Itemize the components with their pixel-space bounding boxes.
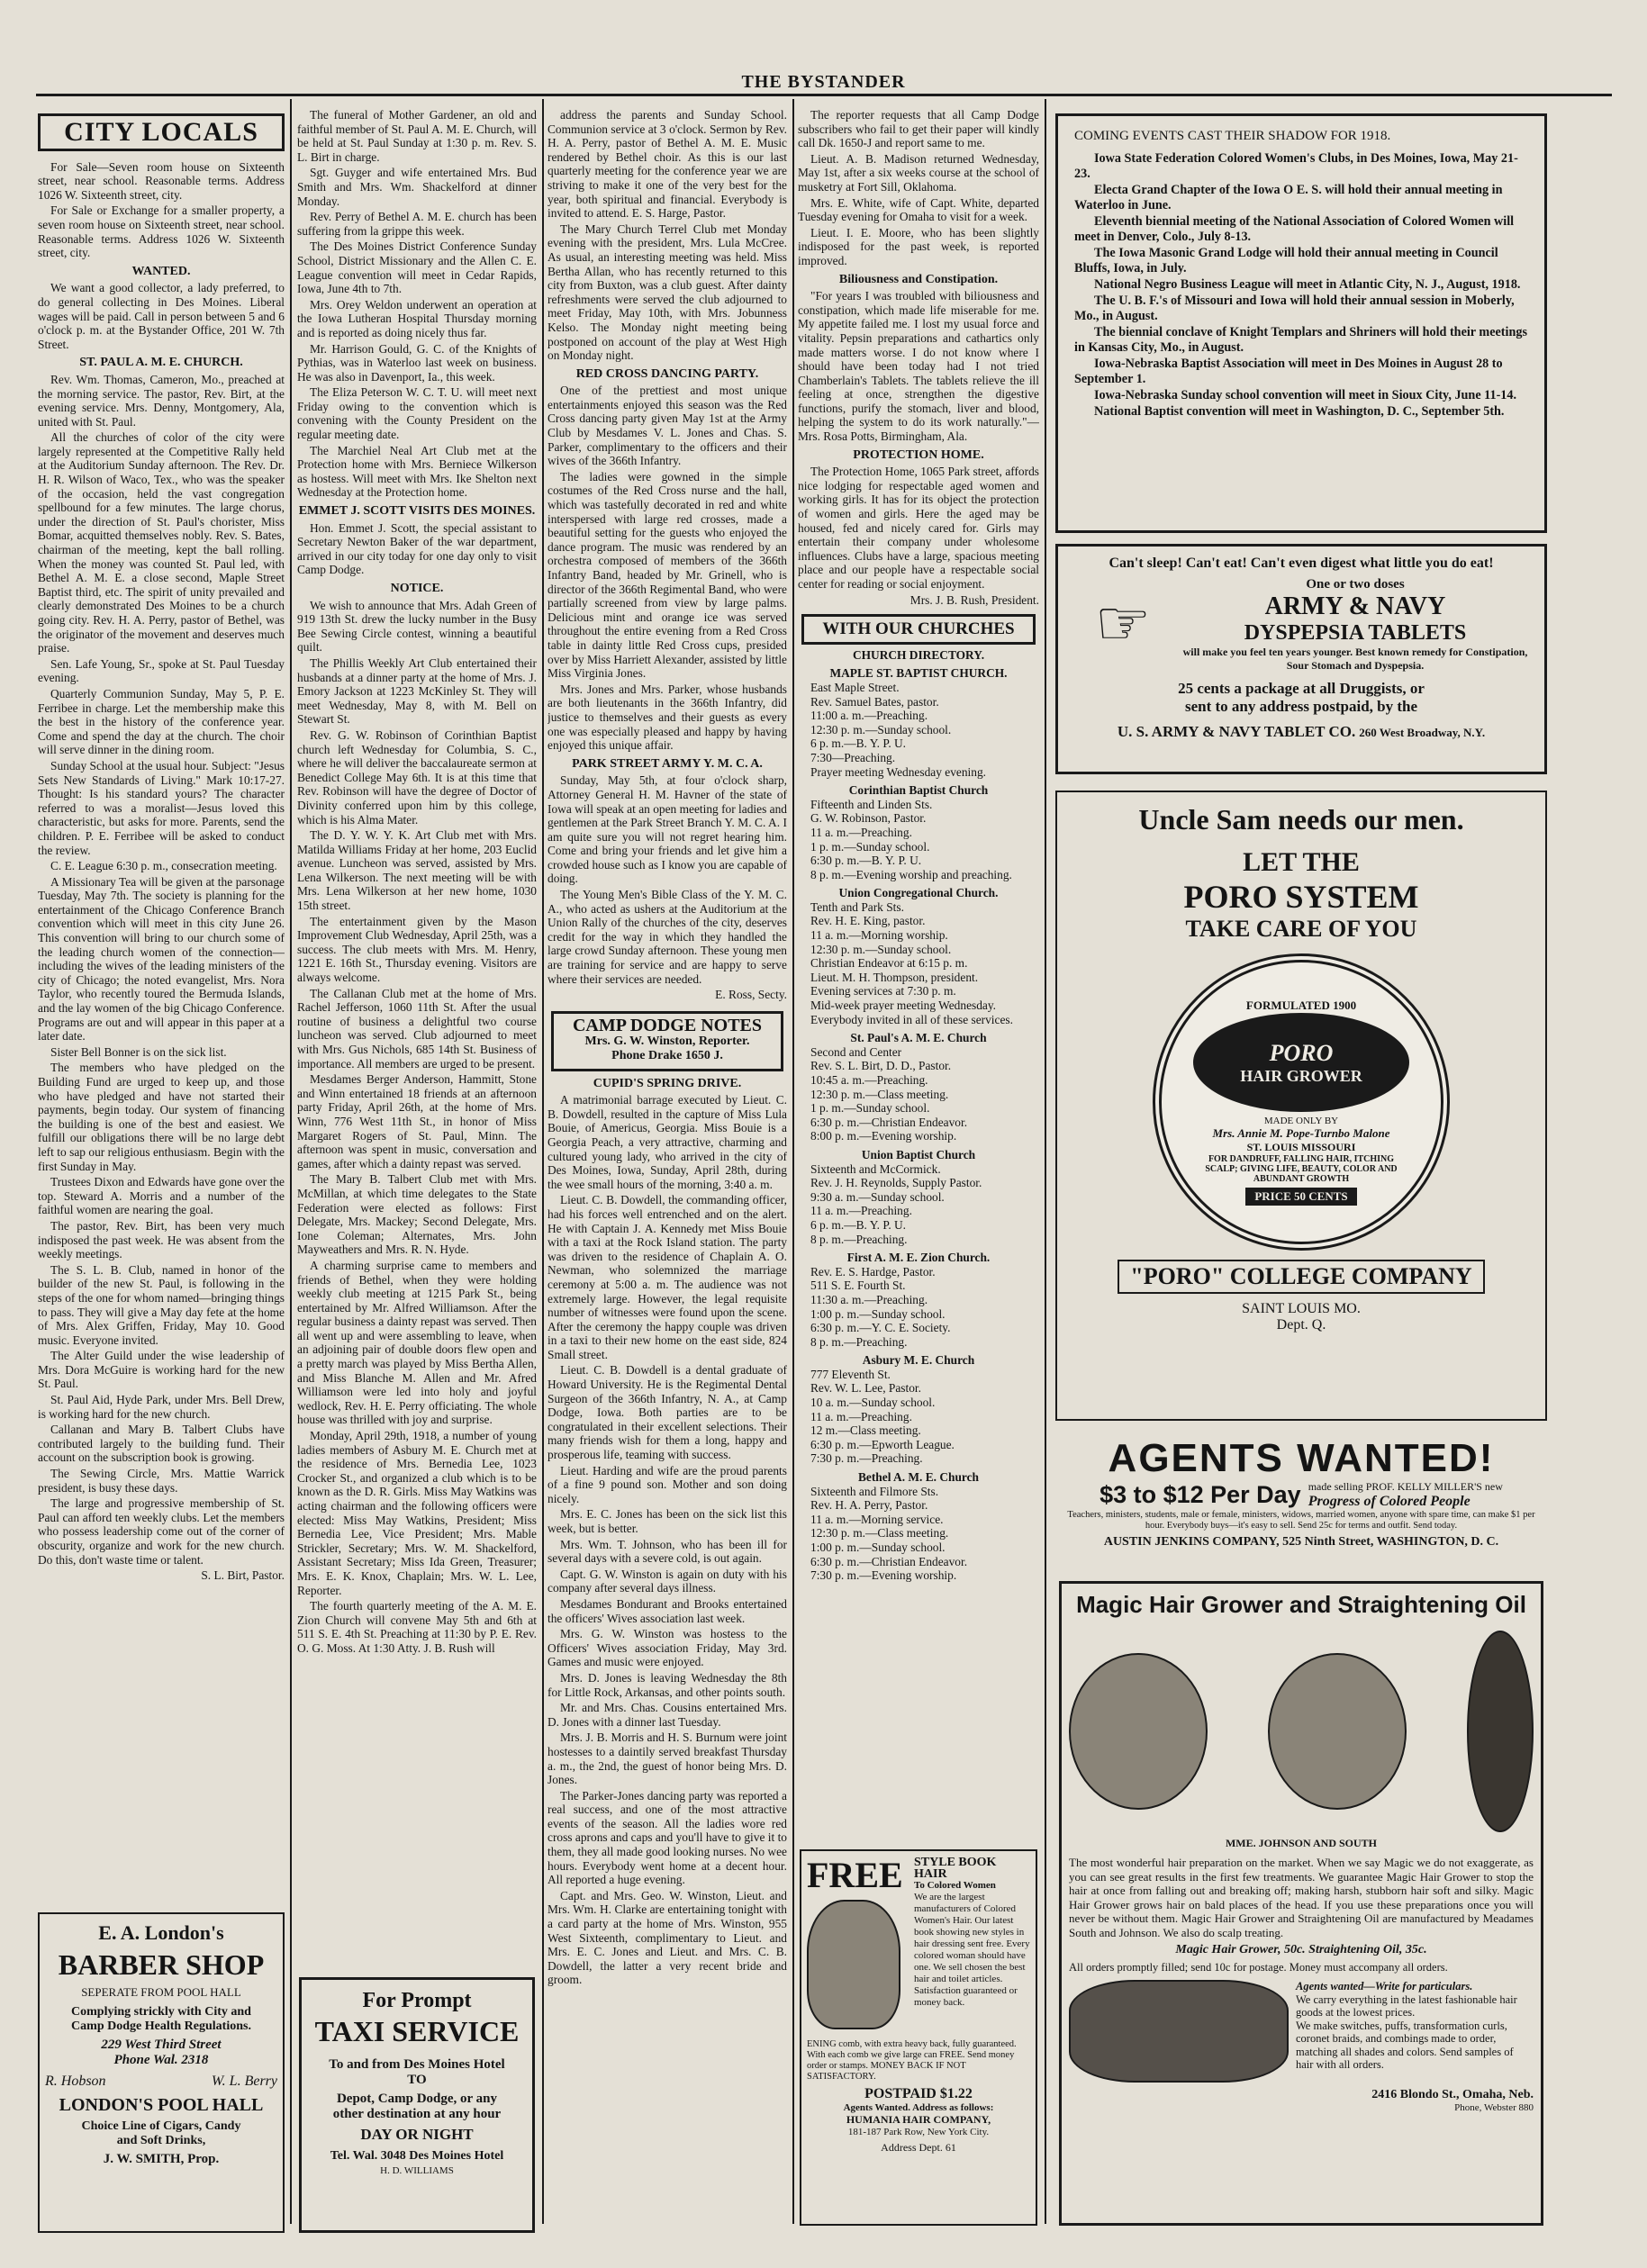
article-paragraph: All the churches of color of the city were largely represented at the Competitive Rally held at the Auditorium Sunday afternoon. The Rev. Dr. H. R. Wilson of Waco, Tex., who was the speaker of the occasion, held the vast congregation spellbound for a few minutes. The large chorus, under the direction of St. Paul's chorister, Miss Bomar, acquitted themselves nobly. Rev. S. Bates, chairman of the meeting, kept the ball rolling. When the money was counted St. Paul led, with Bethel A. M. E. a close second, Maple Street Baptist third, etc. The spirit of unity prevailed and clearly demonstrated Des Moines to be a church going city. Rev. H. A. Perry, pastor of Bethel, was the originator of the movement and deserves much praise.	[38, 430, 285, 655]
church-directory	[798, 666, 1039, 1582]
magic-caption: MME. JOHNSON AND SOUTH	[1225, 1837, 1377, 1849]
church-schedule-line: Sixteenth and McCormick.	[810, 1161, 941, 1176]
church-directory-title: CHURCH DIRECTORY.	[852, 647, 985, 662]
pool-choice: Choice Line of Cigars, Candy	[81, 2119, 241, 2133]
london-name: E. A. London's	[98, 1921, 224, 1944]
agents-body: Teachers, ministers, students, male or female, ministers, widows, married women, anyone with spare time, can make $1 per hour. Everybody buys—it's easy to sell. Send 25c for terms and outfit. Send today.	[1067, 1510, 1535, 1531]
barber-name-right: W. L. Berry	[211, 2074, 277, 2089]
agents-book: Progress of Colored People	[1308, 1494, 1471, 1509]
church-schedule-line: Sixteenth and Filmore Sts.	[810, 1484, 939, 1498]
barber-name-left: R. Hobson	[45, 2074, 106, 2089]
article-paragraph: We want a good collector, a lady preferred, to do general collecting in Des Moines. Liberal wages will be paid. Call in person between 5 and 6 o'clock p. m. at the Bystander Office, 201 W. 7th Street.	[38, 281, 285, 351]
army-l3: ARMY & NAVY	[1264, 592, 1446, 620]
church-name: First A. M. E. Zion Church.	[846, 1251, 991, 1265]
article-paragraph: The Sewing Circle, Mrs. Mattie Warrick president, is busy these days.	[38, 1467, 285, 1495]
poro-system-ad	[1055, 791, 1547, 1421]
poro-company: "PORO" COLLEGE COMPANY	[1118, 1260, 1484, 1294]
poro-f2: PORO	[1269, 1039, 1334, 1066]
article-paragraph: Lieut. I. E. Moore, who has been slightly indisposed for the past week, is reported improved.	[798, 225, 1039, 267]
taxi-title: TAXI SERVICE	[314, 2015, 520, 2047]
agents-pay: $3 to $12 Per Day	[1100, 1481, 1301, 1508]
poro-l3: PORO SYSTEM	[1183, 879, 1419, 915]
article-paragraph: A Missionary Tea will be given at the parsonage Tuesday, May 7th. The society is planning for the entertainment of the Chicago Conference Branch convention which will meet in this city June 26. This convention will bring to our church some of the leading church women of the connection—including the wives of the leading ministers of the city of Chicago; the noted evangelist, Mrs. Nora Taylor, who recently toured the Bermuda Islands, and the lay women of the big Chicago Conference. Programs are out and will appear in this paper at a later date.	[38, 874, 285, 1044]
hair-goods-image	[1069, 1980, 1289, 2083]
column-divider	[290, 99, 292, 2224]
poro-label-seal	[1153, 953, 1450, 1251]
church-schedule-line: 8 p. m.—Evening worship and preaching.	[810, 867, 1012, 881]
article-paragraph: The S. L. B. Club, named in honor of the builder of the new St. Paul, is following in the steps of the one for whom named—bringing things to pass. They will give a May day fete at the home of Mrs. Alex Griffen, Friday, May 10. Good music. Everyone invited.	[38, 1262, 285, 1347]
event-item: Iowa State Federation Colored Women's Clubs, in Des Moines, Iowa, May 21-23.	[1074, 151, 1518, 181]
church-schedule-line: Prayer meeting Wednesday evening.	[810, 764, 987, 779]
article-heading: RED CROSS DANCING PARTY.	[575, 366, 759, 381]
article-paragraph: One of the prettiest and most unique entertainments enjoyed this season was the Red Cross dancing party given May 1st at the Army Club by Mesdames V. L. Jones and Chas. S. Parker, complimentary to the officers and their wives of the 366th Infantry.	[547, 384, 787, 468]
magic-agents: Agents wanted—Write for particulars.	[1296, 1980, 1473, 1992]
article-paragraph: We wish to announce that Mrs. Adah Green of 919 13th St. drew the lucky number in the Busy Bee Sewing Circle contest, winning a beautiful quilt.	[297, 598, 537, 655]
poro-seal-center	[1193, 1013, 1409, 1112]
pool-prop: J. W. SMITH, Prop.	[103, 2152, 220, 2166]
article-paragraph: Sen. Lafe Young, Sr., spoke at St. Paul Tuesday evening.	[38, 656, 285, 685]
article-paragraph: Sgt. Guyger and wife entertained Mrs. Bud Smith and Mrs. Wm. Shackelford at dinner Monday.	[297, 166, 537, 208]
church-schedule-line: 12 m.—Class meeting.	[810, 1423, 921, 1438]
taxi-l6: other destination at any hour	[332, 2107, 502, 2121]
mme-johnson-portrait	[1069, 1653, 1208, 1810]
church-schedule-line: 8 p. m.—Preaching.	[810, 1232, 908, 1246]
article-paragraph: The reporter requests that all Camp Dodge subscribers who fail to get their paper will kindly call Dk. 1650-J and report same to me.	[798, 108, 1039, 150]
poro-city: SAINT LOUIS MO.	[1242, 1301, 1361, 1316]
pool-hall-title: LONDON'S POOL HALL	[59, 2095, 264, 2115]
church-schedule-line: Evening services at 7:30 p. m.	[810, 984, 956, 998]
poro-f7: FOR DANDRUFF, FALLING HAIR, ITCHING SCALP; GIVING LIFE, BEAUTY, COLOR AND ABUNDANT GROWTH	[1205, 1154, 1398, 1184]
article-paragraph: A matrimonial barrage executed by Lieut. C. B. Dowdell, resulted in the capture of Miss Lula Bouie, of Americus, Georgia. Miss Bouie is a Georgia Peach, a very attractive, charming and cultured young lady, who arrived in the city of Des Moines, Iowa, Sunday, April 28th, during the wee small hours of the morning, 3:40 a. m.	[547, 1093, 787, 1191]
free-ad-company: HUMANIA HAIR COMPANY,	[846, 2113, 991, 2126]
church-schedule-line: 777 Eleventh St.	[810, 1367, 891, 1381]
taxi-l1: For Prompt	[362, 1989, 472, 2012]
church-schedule-line: Second and Center	[810, 1044, 902, 1059]
article-paragraph: The funeral of Mother Gardener, an old and faithful member of St. Paul A. M. E. Church, will be held at St. Paul Sunday at 1:30 p. m. Rev. S. L. Birt in charge.	[297, 108, 537, 164]
church-schedule-line: 11 a. m.—Preaching.	[810, 1204, 912, 1218]
army-l8: U. S. ARMY & NAVY TABLET CO.	[1117, 723, 1356, 740]
church-schedule-line: 6:30 p. m.—Y. C. E. Society.	[810, 1321, 951, 1335]
poro-f4: MADE ONLY BY	[1263, 1116, 1339, 1126]
church-schedule-line: 6 p. m.—B. Y. P. U.	[810, 1217, 907, 1232]
church-schedule-line: 11:30 a. m.—Preaching.	[810, 1292, 928, 1306]
event-item: The U. B. F.'s of Missouri and Iowa will hold their annual session in Moberly, Mo., in August.	[1074, 294, 1515, 323]
article-paragraph: A charming surprise came to members and friends of Bethel, when they were holding weekly club meeting at 1215 Park St., being entertained by Mr. Alfred Williamson. After the regular business a dainty repast was served. Then all went up and were assembling to leave, when an adjoining pair of double doors flew open and a pretty march was played by Miss Bertha Allen, and Miss Blanche M. Allen and Mr. Afred Williamson were led into holy and joyful wedlock, Rev. H. E. Perry officiating. The whole house was thrilled with joy and surprise.	[297, 1258, 537, 1427]
army-l9: 260 West Broadway, N.Y.	[1359, 726, 1486, 739]
church-schedule-line: 10 a. m.—Sunday school.	[810, 1396, 936, 1410]
church-schedule-line: Tenth and Park Sts.	[810, 899, 904, 914]
church-name: Corinthian Baptist Church	[848, 783, 989, 798]
article-paragraph: Mesdames Bondurant and Brooks entertained the officers' Wives association last week.	[547, 1596, 787, 1625]
church-schedule-line: Christian Endeavor at 6:15 p. m.	[810, 956, 968, 971]
magic-hair-grower-ad	[1059, 1581, 1543, 2226]
church-schedule-line: 10:45 a. m.—Preaching.	[810, 1073, 928, 1087]
article-heading: PROTECTION HOME.	[853, 447, 984, 462]
free-ad-postpaid: POSTPAID $1.22	[864, 2086, 973, 2101]
church-schedule-line: Fifteenth and Linden Sts.	[810, 797, 933, 811]
article-paragraph: The Callanan Club met at the home of Mrs. Rachel Jefferson, 1060 11th St. After the usual routine of business a delightful two course luncheon was served. Club adjourned to meet with Mrs. Gus Nichols, 685 14th St. Business of importance. All members are urged to be present.	[297, 986, 537, 1071]
army-l6: 25 cents a package at all Druggists, or	[1178, 680, 1425, 697]
style-book: STYLE BOOK	[914, 1856, 997, 1869]
article-paragraph: The entertainment given by the Mason Improvement Club Wednesday, April 25th, was a success. The club meets with Mrs. M. Henry, 1221 E. 16th St., Thursday evening. Visitors are always welcome.	[297, 914, 537, 985]
church-schedule-line: 12:30 p. m.—Sunday school.	[810, 722, 952, 736]
article-paragraph: For Sale or Exchange for a smaller property, a seven room house on Sixteenth street, near school. Reasonable terms. Address 1026 W. Sixteenth street, city.	[38, 203, 285, 260]
army-l1: Can't sleep! Can't eat! Can't even digest what little you do eat!	[1109, 556, 1494, 571]
coming-events-title: COMING EVENTS CAST THEIR SHADOW FOR 1918.	[1074, 129, 1391, 143]
article-paragraph: The Alter Guild under the wise leadership of Mrs. Dora McGuire is working hard for the new St. Paul.	[38, 1349, 285, 1391]
church-schedule-line: Rev. H. A. Perry, Pastor.	[810, 1498, 928, 1513]
event-item: National Baptist convention will meet in Washington, D. C., September 5th.	[1094, 404, 1505, 419]
article-paragraph: The Young Men's Bible Class of the Y. M. C. A., who acted as ushers at the Auditorium at the Union Rally of the churches of the city, deserves credit for the way in which they handled the large crowd Sunday afternoon. These young men are training for service and are happy to serve where their services are needed.	[547, 888, 787, 986]
article-paragraph: The large and progressive membership of St. Paul can afford ten weekly clubs. Let the members who possess leadership come out of the corner of obscurity, organize and work for the new church. Do this, don't waste time or talent.	[38, 1496, 285, 1567]
city-locals-title: CITY LOCALS	[38, 113, 285, 151]
column-3-body-top	[547, 108, 787, 1002]
article-paragraph: The Mary B. Talbert Club met with Mrs. McMillan, at which time delegates to the State Federation were elected as follows: First Delegate, Mrs. Mackey; Second Delegate, Mrs. Ione Coleman; Alternates, Mrs. John Mayweathers and Mrs. R. N. Hyde.	[297, 1172, 537, 1257]
article-paragraph: The pastor, Rev. Birt, has been very much indisposed the past week. He was absent from the weekly meetings.	[38, 1218, 285, 1261]
barber-sub: SEPERATE FROM POOL HALL	[81, 1985, 241, 1999]
church-name: MAPLE ST. BAPTIST CHURCH.	[829, 666, 1008, 681]
free-ad-body: We are the largest manufacturers of Colored Women's Hair. Our latest book showing new styles in hair dressing sent free. Every colored woman should have one. We sell chosen the best hair and toilet articles. Satisfaction guaranteed or money back.	[914, 1892, 1030, 2008]
column-divider	[542, 99, 544, 2224]
church-schedule-line: 6:30 p. m.—Christian Endeavor.	[810, 1554, 968, 1568]
army-l4: DYSPEPSIA TABLETS	[1244, 621, 1467, 645]
free-title: FREE	[807, 1855, 903, 1895]
article-paragraph: The Parker-Jones dancing party was reported a real success, and one of the most attractive events of the season. All the ladies wore red cross aprons and caps and you'll have to give it to them, they all made good looking nurses. No wee hours. Everybody went home at a decent hour. All reported a huge evening.	[547, 1788, 787, 1887]
agents-company: AUSTIN JENKINS COMPANY, 525 Ninth Street, WASHINGTON, D. C.	[1103, 1535, 1499, 1549]
article-paragraph: Capt. G. W. Winston is again on duty with his company after several days illness.	[547, 1567, 787, 1595]
church-schedule-line: East Maple Street.	[810, 680, 900, 694]
article-paragraph: Quarterly Communion Sunday, May 5, P. E. Ferribee in charge. Let the membership make this the best in the history of the conference year. Come and spend the day at the church. The choir will serve dinner in the dining room.	[38, 686, 285, 757]
poro-l2: LET THE	[1243, 847, 1360, 877]
taxi-l3: To and from Des Moines Hotel	[329, 2057, 505, 2072]
article-paragraph: Lieut. C. B. Dowdell is a dental graduate of Howard University. He is the Regimental Dental Surgeon of the 366th Infantry, N. A., at Camp Dodge, Iowa. Both parties are to be congratulated in their excellent selections. Their many friends wish for them a long, happy and prosperous life, teaming with success.	[547, 1363, 787, 1462]
article-heading: EMMET J. SCOTT VISITS DES MOINES.	[298, 504, 536, 519]
article-paragraph: For Sale—Seven room house on Sixteenth street, near school. Reasonable terms. Address 1026 W. Sixteenth street, city.	[38, 159, 285, 202]
to-colored-women: To Colored Women	[914, 1880, 996, 1891]
taxi-service-ad	[299, 1977, 535, 2233]
church-name: Bethel A. M. E. Church	[857, 1470, 980, 1485]
church-schedule-line: 8 p. m.—Preaching.	[810, 1334, 908, 1349]
with-our-churches-box: WITH OUR CHURCHES	[801, 614, 1036, 645]
article-paragraph: Mrs. Jones and Mrs. Parker, whose husbands are both lieutenants in the 366th Infantry, did justice to themselves and their guests as every one was especially pleased and happy by having enjoyed this unique affair.	[547, 682, 787, 753]
masthead: THE BYSTANDER	[741, 72, 906, 92]
article-paragraph: Rev. G. W. Robinson of Corinthian Baptist church left Wednesday for Columbia, S. C., where he will deliver the baccalaureate sermon at Benedict College May 6th. It is at this time that Rev. Robinson will have the degree of Doctor of Divinity conferred upon him by this college, which is his Alma Mater.	[297, 727, 537, 827]
taxi-l5: Depot, Camp Dodge, or any	[336, 2092, 498, 2106]
coming-events-box	[1055, 113, 1547, 533]
church-schedule-line: 12:30 p. m.—Sunday school.	[810, 942, 952, 956]
church-schedule-line: 12:30 p. m.—Class meeting.	[810, 1087, 949, 1101]
agents-wanted-ad	[1055, 1433, 1547, 1574]
poro-f8: PRICE 50 CENTS	[1245, 1188, 1356, 1206]
church-schedule-line: Rev. J. H. Reynolds, Supply Pastor.	[810, 1176, 982, 1190]
magic-orders: All orders promptly filled; send 10c for postage. Money must accompany all orders.	[1069, 1961, 1448, 1974]
article-paragraph: Mrs. E. C. Jones has been on the sick list this week, but is better.	[547, 1507, 787, 1535]
church-schedule-line: Rev. Samuel Bates, pastor.	[810, 694, 939, 709]
barber-phone: Phone Wal. 2318	[113, 2053, 209, 2067]
taxi-l7: DAY OR NIGHT	[360, 2126, 474, 2143]
church-schedule-line: Rev. H. E. King, pastor.	[810, 914, 926, 928]
article-signature: S. L. Birt, Pastor.	[201, 1568, 285, 1583]
article-heading: WANTED.	[131, 264, 191, 278]
article-paragraph: The Mary Church Terrel Club met Monday evening with the president, Mrs. Lula McCree. As usual, an interesting meeting was held. Miss Bertha Allan, who has recently returned to this city from Buxton, was a club guest. After dainty refreshments were served the club adjourned to meet Friday, May 10th, with Mrs. Jobunness Kelso. The Monday night meeting being postponed on account of the play at West High on Monday night.	[547, 221, 787, 363]
church-schedule-line: 511 S. E. Fourth St.	[810, 1279, 906, 1293]
church-schedule-line: 1 p. m.—Sunday school.	[810, 839, 930, 854]
article-paragraph: Rev. Perry of Bethel A. M. E. church has been suffering from la grippe this week.	[297, 210, 537, 238]
magic-body: The most wonderful hair preparation on the market. When we say Magic we do not exaggerate, as you can see great results in the first few treatments. We guarantee Magic Hair Grower to stop the hair at once from falling out and breaking off; making harsh, stubborn hair soft and silky. Magic Hair Grower grows hair on bald places of the head. If you use these preparations once you will never be without them. Magic Hair Grower and Straightening Oil are manufactured by Meadames South and Johnson. We also do scalp treating.	[1069, 1856, 1534, 1939]
church-schedule-line: 1:00 p. m.—Sunday school.	[810, 1541, 946, 1554]
article-paragraph: Lieut. Harding and wife are the proud parents of a fine 9 pound son. Mother and son doing nicely.	[547, 1463, 787, 1505]
taxi-l4: TO	[407, 2073, 427, 2087]
camp-dodge-phone: Phone Drake 1650 J.	[611, 1049, 723, 1062]
barber-shop-title: BARBER SHOP	[58, 1948, 265, 1981]
agents-title: AGENTS WANTED!	[1108, 1436, 1495, 1480]
free-style-book-ad	[800, 1849, 1037, 2226]
church-schedule-line: 9:30 a. m.—Sunday school.	[810, 1189, 945, 1204]
church-schedule-line: 7:30 p. m.—Preaching.	[810, 1451, 923, 1466]
article-paragraph: Lieut. A. B. Madison returned Wednesday, May 1st, after a six weeks course at the school of musketry at Fort Sill, Oklahoma.	[798, 151, 1039, 194]
church-schedule-line: G. W. Robinson, Pastor.	[810, 811, 927, 826]
poro-f6: ST. LOUIS MISSOURI	[1246, 1141, 1356, 1153]
church-schedule-line: 6:30 p. m.—B. Y. P. U.	[810, 854, 922, 868]
poro-f3: HAIR GROWER	[1240, 1066, 1362, 1085]
article-paragraph: Monday, April 29th, 1918, a number of young ladies members of Asbury M. E. Church met at the residence of Mrs. Bernedia Lee, 1023 Crocker St., and organized a club which is to be known as the D. R. Girls. Miss May Watkins was acting chairman and the following officers were elected: Miss May Watkins, President; Miss Bernedia Lee, Vice President; Mrs. Mable Strickler, Secretary; Mrs. W. M. Shackelford, Assistant Secretary; Miss Ida Green, Treasurer; Mrs. E. K. Knox, Chaplain; Mrs. W. L. Lee, Reporter.	[297, 1429, 537, 1597]
article-paragraph: The fourth quarterly meeting of the A. M. E. Zion Church will convene May 5th and 6th at 511 S. E. 4th St. Preaching at 11:30 by P. E. Rev. O. G. Moss. At 1:30 Atty. J. B. Rush will	[297, 1599, 537, 1655]
camp-dodge-reporter: Mrs. G. W. Winston, Reporter.	[584, 1035, 750, 1049]
column-4-body	[798, 108, 1039, 607]
article-heading: NOTICE.	[390, 582, 444, 595]
pointing-hand-icon: ☞	[1094, 590, 1152, 659]
army-l7: sent to any address postpaid, by the	[1184, 698, 1418, 715]
column-3-body-bottom	[547, 1077, 787, 1987]
free-ad-dept: Address Dept. 61	[881, 2141, 956, 2154]
event-item: Eleventh biennial meeting of the National Association of Colored Women will meet in Denver, Colo., July 8-13.	[1074, 214, 1515, 244]
article-paragraph: The Phillis Weekly Art Club entertained their husbands at a dinner party at the home of Mrs. J. Emory Jackson at 1223 McKinley St. They will meet Wednesday, May 8, with M. Bell on Stewart St.	[297, 655, 537, 727]
article-paragraph: Mr. Harrison Gould, G. C. of the Knights of Pythias, was in Waterloo last week on business. He was also in Davenport, Ia., this week.	[297, 341, 537, 384]
event-item: The Iowa Masonic Grand Lodge will hold their annual meeting in Council Bluffs, Iowa, in July.	[1074, 246, 1498, 276]
magic-title: Magic Hair Grower and Straightening Oil	[1076, 1591, 1526, 1618]
army-navy-tablets-ad	[1055, 544, 1547, 774]
article-paragraph: Callanan and Mary B. Talbert Clubs have contributed largely to the building fund. Their account on the subscription book is growing.	[38, 1423, 285, 1465]
free-ad-address: 181-187 Park Row, New York City.	[847, 2127, 990, 2137]
church-schedule-line: 12:30 p. m.—Class meeting.	[810, 1526, 949, 1541]
camp-dodge-title: CAMP DODGE NOTES	[572, 1015, 763, 1035]
church-schedule-line: 7:30—Preaching.	[810, 750, 896, 764]
taxi-l8: Tel. Wal. 3048 Des Moines Hotel	[330, 2149, 504, 2163]
city-locals-body	[38, 160, 285, 1583]
church-name: Union Baptist Church	[861, 1147, 976, 1161]
mme-south-portrait	[1268, 1653, 1407, 1810]
church-schedule-line: 1 p. m.—Sunday school.	[810, 1101, 930, 1116]
church-schedule-line: 6:30 p. m.—Christian Endeavor.	[810, 1115, 968, 1129]
article-heading: CUPID'S SPRING DRIVE.	[593, 1076, 742, 1090]
article-paragraph: The Eliza Peterson W. C. T. U. will meet next Friday owing to the convention which is convening with the County President on the regular meeting date.	[297, 385, 537, 442]
church-name: Asbury M. E. Church	[862, 1353, 975, 1368]
column-divider	[792, 99, 794, 2224]
article-paragraph: Mrs. G. W. Winston was hostess to the Officers' Wives association Friday, May 3rd. Games and music were enjoyed.	[547, 1627, 787, 1669]
barber-line1: Complying strickly with City and	[71, 2005, 251, 2019]
magic-address: 2416 Blondo St., Omaha, Neb.	[1371, 2088, 1534, 2101]
article-paragraph: C. E. League 6:30 p. m., consecration meeting.	[50, 859, 277, 873]
taxi-l9: H. D. WILLIAMS	[380, 2165, 454, 2176]
article-paragraph: Hon. Emmet J. Scott, the special assistant to Secretary Newton Baker of the war department, arrived in our city today for one day only to visit Camp Dodge.	[297, 520, 537, 577]
article-paragraph: Sunday School at the usual hour. Subject: "Jesus Sets New Standards of Living." Mark 10:17-27. Thought: Is his standard yours? The character referred to was a moralist—Jesus loved this characteristic, but asks for more. Parents, send the children. P. E. Ferribee will be asked to conduct the review.	[38, 758, 285, 857]
article-signature: E. Ross, Secty.	[715, 988, 787, 1002]
article-paragraph: Lieut. C. B. Dowdell, the commanding officer, had his forces well entrenched and on the alert. He with Captain J. A. Kennedy met Miss Bouie with a taxi at the Rock Island station. The party was driven to the residence of Chaplain A. O. Newman, who solemnized the marriage ceremony at 5:00 a. m. The audience was not extremely large. However, the legal requisite number of witnesses were found upon the scene. After the ceremony the happy couple was driven in a taxi to their new home on the east side, 824 Small street.	[547, 1193, 787, 1361]
article-paragraph: The Marchiel Neal Art Club met at the Protection home with Mrs. Berniece Wilkerson as hostess. Will meet with Mrs. Ike Shelton next Wednesday at the Protection home.	[297, 443, 537, 500]
magic-carry: We carry everything in the latest fashionable hair goods at the lowest prices.	[1296, 1992, 1517, 2019]
army-l5: will make you feel ten years younger. Best known remedy for Constipation, Sour Stomach and Dyspepsia.	[1182, 646, 1528, 672]
column-1	[38, 108, 285, 1909]
article-heading: PARK STREET ARMY Y. M. C. A.	[572, 756, 763, 771]
church-schedule-line: 11 a. m.—Preaching.	[810, 825, 912, 839]
pool-drinks: and Soft Drinks,	[116, 2134, 206, 2147]
church-schedule-line: 11 a. m.—Preaching.	[810, 1409, 912, 1423]
article-paragraph: Sunday, May 5th, at four o'clock sharp, Attorney General H. M. Havner of the state of Iowa will speak at an open meeting for ladies and gentlemen at the Park Street Branch Y. M. C. A. I am quite sure you will not regret hearing him. Come and bring your friends and let give him a crowded house such as I know you are capable of doing.	[547, 773, 787, 886]
column-2-body	[297, 108, 537, 1656]
article-paragraph: Mr. and Mrs. Chas. Cousins entertained Mrs. D. Jones with a dinner last Tuesday.	[547, 1701, 787, 1729]
church-schedule-line: 6 p. m.—B. Y. P. U.	[810, 736, 907, 751]
church-schedule-line: 1:00 p. m.—Sunday school.	[810, 1306, 946, 1321]
article-paragraph: The D. Y. W. Y. K. Art Club met with Mrs. Matilda Williams Friday at her home, 203 Euclid avenue. Luncheon was served, assisted by Mrs. Lena Wilkerson. The next meeting will be with Mrs. Lena Wilkerson at her new home, 1030 15th street.	[297, 828, 537, 913]
church-schedule-line: Lieut. M. H. Thompson, president.	[810, 970, 979, 984]
article-paragraph: Rev. Wm. Thomas, Cameron, Mo., preached at the morning service. The pastor, Rev. Birt, at the evening service. Mrs. Denny, Montgomery, Ala, united with St. Paul.	[38, 372, 285, 429]
column-2	[297, 108, 537, 1958]
magic-price: Magic Hair Grower, 50c. Straightening Oil, 35c.	[1175, 1943, 1427, 1956]
article-heading: Biliousness and Constipation.	[838, 272, 999, 286]
barber-address: 229 West Third Street	[101, 2038, 222, 2052]
article-paragraph: "For years I was troubled with biliousness and constipation, which made life miserable for me. My appetite failed me. I lost my usual force and vitality. Pepsin preparations and cathartics only made matters worse. I do not know where I should have been today had I not tried Chamberlain's Tablets. The tablets relieve the ill feeling at once, strengthen the digestive functions, purify the stomach, liver and blood, helping the system to do its work naturally."—Mrs. Rosa Potts, Birmingham, Ala.	[798, 289, 1039, 444]
column-4	[798, 108, 1039, 1846]
article-paragraph: St. Paul Aid, Hyde Park, under Mrs. Bell Drew, is working hard for the new church.	[38, 1393, 285, 1421]
article-paragraph: Mesdames Berger Anderson, Hammitt, Stone and Winn entertained 18 friends at an afternoon party Friday, April 26th, at the home of Mrs. Winn, 776 West 11th St., in honor of Miss Margaret Rogers of St. Paul, Minn. The afternoon was spent in music, conversation and games, after which a dainty repast was served.	[297, 1072, 537, 1170]
magic-phone: Phone, Webster 880	[1454, 2102, 1534, 2113]
church-schedule-line: 11 a. m.—Morning service.	[810, 1512, 944, 1526]
article-paragraph: Capt. and Mrs. Geo. W. Winston, Lieut. and Mrs. Wm. H. Clarke are entertaining tonight with a card party at the home of Mrs. Winston, 955 West Sixteenth, complimentary to Lieut. and Mrs. E. C. Jones and Lieut. and Mrs. C. B. Dowdell, the latter a very recent bride and groom.	[547, 1888, 787, 1987]
free-ad-agents: Agents Wanted. Address as follows:	[843, 2102, 994, 2113]
article-heading: ST. PAUL A. M. E. CHURCH.	[79, 356, 243, 370]
poro-f1: FORMULATED 1900	[1245, 998, 1357, 1012]
church-schedule-line: 7:30 p. m.—Evening worship.	[810, 1568, 957, 1583]
hair-sample-image	[807, 1900, 900, 2029]
article-paragraph: Mrs. E. White, wife of Capt. White, departed Tuesday evening for Omaha to visit for a week.	[798, 195, 1039, 224]
poro-f5: Mrs. Annie M. Pope-Turnbo Malone	[1212, 1126, 1390, 1140]
coming-events-list	[1074, 151, 1528, 420]
event-item: National Negro Business League will meet in Atlantic City, N. J., August, 1918.	[1094, 277, 1521, 292]
column-divider	[1045, 99, 1046, 2224]
article-paragraph: The ladies were gowned in the simple costumes of the Red Cross nurse and the hall, which was tastefully decorated in red and white interspersed with large red crosses, made a beautiful setting for the guests who enjoyed the dance program. The music was rendered by an orchestra composed of members of the 366th Infantry Band, headed by Mr. Grinell, who is director of the 366th Regimental Band, who were partially screened from view by large palms. Delicious mint and orange ice was served throughout the entire evening from a Red Cross table in dainty little Red Cross cups, presided over by Miss Harriett Alexander, assisted by little Miss Virginia Jones.	[547, 469, 787, 681]
church-name: Union Congregational Church.	[838, 886, 999, 900]
article-paragraph: Mrs. Orey Weldon underwent an operation at the Iowa Lutheran Hospital Thursday morning and is reported as doing nicely thus far.	[297, 297, 537, 339]
article-paragraph: Trustees Dixon and Edwards have gone over the top. Steward A. Morris and a number of the faithful women are nearing the goal.	[38, 1175, 285, 1217]
event-item: Electa Grand Chapter of the Iowa O E. S. will hold their annual meeting in Waterloo in June.	[1074, 183, 1503, 212]
army-l2: One or two doses	[1306, 577, 1405, 592]
hair-switch-image	[1467, 1631, 1534, 1832]
camp-dodge-notes-box	[551, 1011, 783, 1071]
masthead-rule	[36, 94, 1612, 96]
church-schedule-line: Everybody invited in all of these services.	[810, 1012, 1013, 1026]
barber-line2: Camp Dodge Health Regulations.	[71, 2020, 251, 2033]
church-schedule-line: 11:00 a. m.—Preaching.	[810, 709, 928, 723]
article-paragraph: address the parents and Sunday School. Communion service at 3 o'clock. Sermon by Rev. H. A. Perry, pastor of Bethel A. M. E. Music rendered by Bethel choir. As this is our last quarterly meeting for the conference year we are striving to make it one of the very best for the year, both spiritual and financial. Everybody is invited to attend. E. S. Harge, Pastor.	[547, 108, 787, 221]
poro-l1: Uncle Sam needs our men.	[1138, 803, 1464, 836]
church-schedule-line: 6:30 p. m.—Epworth League.	[810, 1437, 955, 1451]
article-paragraph: The Des Moines District Conference Sunday School, District Missionary and the Allen C. E. League convention will meet in Cedar Rapids, Iowa, June 4th to 7th.	[297, 239, 537, 296]
article-paragraph: The members who have pledged on the Building Fund are urged to keep up, and those who have pledged and have not started their payments, begin today. Our system of financing the building is one of the best and easiest. We fulfill our obligations there will be no large debt left to sap our religious enthusiasm. Begin with the first Sunday in May.	[38, 1061, 285, 1173]
article-signature: Mrs. J. B. Rush, President.	[909, 592, 1039, 607]
hair-label: HAIR	[914, 1867, 947, 1881]
church-schedule-line: 8:00 p. m.—Evening worship.	[810, 1129, 957, 1143]
church-name: St. Paul's A. M. E. Church	[850, 1031, 987, 1045]
church-schedule-line: Rev. E. S. Hardge, Pastor.	[810, 1264, 936, 1279]
event-item: The biennial conclave of Knight Templars and Shriners will hold their meetings in Kansas City, Mo., in August.	[1074, 325, 1527, 355]
church-schedule-line: 11 a. m.—Morning worship.	[810, 928, 948, 943]
barber-shop-ad	[38, 1912, 285, 2233]
church-schedule-line: Rev. W. L. Lee, Pastor.	[810, 1381, 921, 1396]
poro-dept: Dept. Q.	[1276, 1317, 1326, 1333]
church-schedule-line: Rev. S. L. Birt, D. D., Pastor.	[810, 1059, 952, 1073]
free-ad-offer: ENING comb, with extra heavy back, fully guaranteed. With each comb we give large can FREE. Send money order or stamps. MONEY BACK IF NOT SATISFACTORY.	[807, 2039, 1017, 2082]
poro-l4: TAKE CARE OF YOU	[1185, 916, 1417, 942]
article-paragraph: Mrs. J. B. Morris and H. S. Burnum were joint hostesses to a daintily served breakfast Thursday a. m., the 2nd, the guest of honor being Mrs. D. Jones.	[547, 1730, 787, 1787]
event-item: Iowa-Nebraska Sunday school convention will meet in Sioux City, June 11-14.	[1094, 388, 1517, 402]
article-paragraph: Mrs. Wm. T. Johnson, who has been ill for several days with a severe cold, is out again.	[547, 1537, 787, 1566]
magic-make: We make switches, puffs, transformation curls, coronet braids, and combings made to order, matching all shades and colors. Send samples of hair with all orders.	[1296, 2019, 1514, 2071]
article-paragraph: The Protection Home, 1065 Park street, affords nice lodging for respectable aged women and working girls. It has for its object the protection of women and girls. Here the aged may be housed, fed and nicely cared for. Girls may entertain their company under wholesome influences. Clubs have a large, spacious meeting place and our people have a respectable social center for reading or social enjoyment.	[798, 465, 1039, 591]
agents-made: made selling PROF. KELLY MILLER'S new	[1308, 1480, 1503, 1493]
column-3	[547, 108, 787, 2179]
event-item: Iowa-Nebraska Baptist Association will meet in Des Moines in August 28 to September 1.	[1074, 357, 1503, 386]
article-paragraph: Mrs. D. Jones is leaving Wednesday the 8th for Little Rock, Arkansas, and other points south.	[547, 1670, 787, 1699]
article-paragraph: Sister Bell Bonner is on the sick list.	[50, 1044, 227, 1059]
church-schedule-line: Mid-week prayer meeting Wednesday.	[810, 998, 997, 1013]
